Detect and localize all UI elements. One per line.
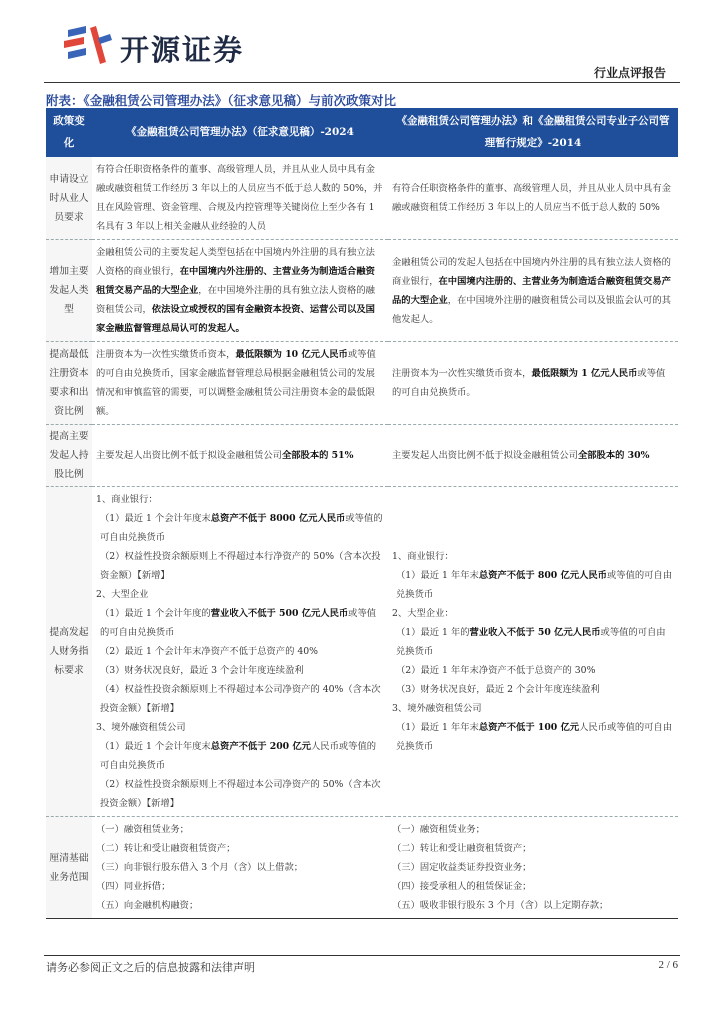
cell-2024	[92, 487, 388, 817]
cell-text: 或等值的可自由兑换货币	[100, 513, 383, 543]
brand-logo	[62, 24, 282, 66]
cell-text: 或等值的可自由兑换货币	[100, 608, 377, 638]
cell-text: ，在中国境外注册的融资租赁公司以及银监会认可的其他发起人。	[392, 294, 671, 325]
table-row	[46, 487, 678, 817]
list-item: （五）向金融机构融资；	[96, 900, 199, 911]
cell-bold-text: 总资产不低于 800 亿元人民币	[478, 570, 607, 581]
row-category: 申请设立时从业人员要求	[46, 157, 92, 240]
footer-divider	[44, 955, 680, 956]
cell-2024	[92, 817, 388, 919]
list-item	[96, 509, 384, 547]
list-item	[96, 737, 384, 775]
cell-text: 人民币或等值的可自由兑换货币	[100, 741, 377, 771]
cell-bold-text: 全部股本的 30%	[577, 450, 650, 461]
cell-bold-text: 在中国境内注册的、主营业务为制造适合融资租赁交易产品的大型企业	[392, 275, 671, 306]
row-category: 厘清基础业务范围	[46, 817, 92, 919]
header-policy-change: 政策变化	[46, 108, 92, 157]
footer-disclaimer: 请务必参阅正文之后的信息披露和法律声明	[46, 961, 255, 974]
cell-text: 主要发起人出资比例不低于拟设金融租赁公司	[96, 450, 282, 461]
cell-text: 或等值的可自由兑换货币，国家金融监督管理总局根据金融租赁公司的发展情况和审慎监管的需要，可以调整金融租赁公司注册资本金的最低限额。	[96, 349, 376, 417]
header-2024-draft: 《金融租赁公司管理办法》（征求意见稿）-2024	[92, 108, 388, 157]
brand-name: 开源证券	[120, 33, 245, 67]
cell-2014	[388, 817, 678, 919]
cell-text: 金融租赁公司的主要发起人类型包括在中国境内外注册的具有独立法人资格的商业银行，	[96, 247, 375, 277]
cell-text: 金融租赁公司的发起人包括在中国境内外注册的具有独立法人资格的商业银行，	[392, 256, 671, 287]
cell-text: （1）最近 1 年年末	[396, 722, 479, 733]
cell-bold-text: 总资产不低于 8000 亿元人民币	[210, 513, 346, 524]
table-row	[46, 342, 678, 425]
cell-bold-text: 总资产不低于 200 亿元	[210, 741, 311, 752]
header-divider	[44, 82, 680, 83]
list-item: （二）转让和受让融资租赁资产；	[96, 843, 236, 854]
cell-text: （1）最近 1 年年末	[396, 570, 479, 581]
list-item: 2、大型企业	[96, 589, 149, 600]
list-item: （4）权益性投资余额原则上不得超过本公司净资产的 40%（含本次投资金额）【新增】	[100, 684, 381, 714]
annex-title: 附表：《金融租赁公司管理办法》（征求意见稿）与前次政策对比	[46, 93, 397, 108]
list-item	[392, 623, 674, 661]
cell-text: 或等值的可自由兑换货币	[396, 570, 673, 600]
list-item	[392, 566, 674, 604]
cell-text: 注册资本为一次性实缴货币资本，	[392, 368, 532, 379]
table-header-row	[46, 108, 678, 157]
cell-bold-text: 最低限额为 10 亿元人民币	[235, 349, 348, 360]
list-item: 1、商业银行：	[392, 551, 454, 562]
cell-text: 或等值的可自由兑换货币	[396, 627, 666, 657]
brand-logo-mark-icon	[62, 24, 114, 66]
cell-bold-text: 总资产不低于 100 亿元	[478, 722, 580, 733]
cell-2014	[388, 487, 678, 817]
list-item: （四）同业拆借；	[96, 881, 171, 892]
cell-2024	[92, 342, 388, 425]
list-item	[392, 718, 674, 756]
list-item: （2）最近 1 年年末净资产不低于总资产的 30%	[396, 665, 596, 676]
cell-2024	[92, 240, 388, 342]
cell-bold-text: 最低限额为 1 亿元人民币	[531, 368, 638, 379]
cell-text: 主要发起人出资比例不低于拟设金融租赁公司	[392, 450, 578, 461]
cell-bold-text: 营业收入不低于 500 亿元人民币	[210, 608, 349, 619]
row-category: 提高主要发起人持股比例	[46, 425, 92, 487]
list-item: 2、大型企业：	[392, 608, 454, 619]
list-item: 3、境外融资租赁公司	[392, 703, 482, 714]
page-number: 2 / 6	[658, 959, 678, 971]
cell-2014	[388, 342, 678, 425]
table-row	[46, 817, 678, 919]
cell-bold-text: 营业收入不低于 50 亿元人民币	[469, 627, 601, 638]
policy-comparison-table	[46, 108, 678, 919]
cell-2014	[388, 425, 678, 487]
list-item: （一）融资租赁业务；	[96, 824, 189, 835]
cell-text: 人民币或等值的可自由兑换货币	[396, 722, 673, 752]
row-category: 增加主要发起人类型	[46, 240, 92, 342]
row-category: 提高发起人财务指标要求	[46, 487, 92, 817]
row-category: 提高最低注册资本要求和出资比例	[46, 342, 92, 425]
table-row	[46, 425, 678, 487]
list-item: （三）向非银行股东借入 3 个月（含）以上借款；	[96, 862, 304, 873]
list-item: （2）最近 1 个会计年末净资产不低于总资产的 40%	[100, 646, 319, 657]
cell-2024: 有符合任职资格条件的董事、高级管理人员，并且从业人员中具有金融或融资租赁工作经历 3 年以上的人员应当不低于总人数的 50%，并且在风险管理、资金管理、合规及内控管理等关键岗位上至少各有 1 名具有 3 年以上相关金融从业经验的人员	[92, 157, 388, 240]
list-item: （五）吸收非银行股东 3 个月（含）以上定期存款；	[392, 900, 609, 911]
cell-bold-text: 依法设立或授权的国有金融资本投资、运营公司以及国家金融监督管理总局认可的发起人。	[96, 304, 375, 334]
list-item: （四）接受承租人的租赁保证金；	[392, 881, 532, 892]
cell-2024	[92, 425, 388, 487]
table-row	[46, 240, 678, 342]
cell-text: 注册资本为一次性实缴货币资本，	[96, 349, 236, 360]
report-type: 行业点评报告	[593, 66, 666, 80]
cell-text: （1）最近 1 个会计年度末	[100, 513, 211, 524]
cell-2014: 有符合任职资格条件的董事、高级管理人员，并且从业人员中具有金融或融资租赁工作经历 3 年以上的人员应当不低于总人数的 50%	[388, 157, 678, 240]
cell-2014	[388, 240, 678, 342]
list-item: （3）财务状况良好，最近 3 个会计年度连续盈利	[100, 665, 304, 676]
cell-text: ，在中国境外注册的具有独立法人资格的融资租赁公司，	[96, 285, 375, 315]
cell-text: （1）最近 1 个会计年度的	[100, 608, 211, 619]
header-2014-rules: 《金融租赁公司管理办法》和《金融租赁公司专业子公司管理暂行规定》-2014	[388, 108, 678, 157]
list-item: （三）固定收益类证券投资业务；	[392, 862, 532, 873]
list-item: （一）融资租赁业务；	[392, 824, 485, 835]
table-row	[46, 157, 678, 240]
list-item: （二）转让和受让融资租赁资产；	[392, 843, 532, 854]
cell-text: （1）最近 1 年的	[396, 627, 470, 638]
cell-text: （1）最近 1 个会计年度末	[100, 741, 211, 752]
cell-bold-text: 全部股本的 51%	[281, 450, 354, 461]
list-item: 3、境外融资租赁公司	[96, 722, 186, 733]
list-item: 1、商业银行：	[96, 494, 158, 505]
list-item	[96, 604, 384, 642]
cell-bold-text: 在中国境内外注册的、主营业务为制造适合融资租赁交易产品的大型企业	[96, 266, 375, 296]
list-item: （3）财务状况良好，最近 2 个会计年度连续盈利	[396, 684, 600, 695]
list-item: （2）权益性投资余额原则上不得超过本行净资产的 50%（含本次投资金额）【新增】	[100, 551, 381, 581]
cell-text: 或等值的可自由兑换货币。	[392, 368, 666, 398]
list-item: （2）权益性投资余额原则上不得超过本公司净资产的 50%（含本次投资金额）【新增】	[100, 779, 381, 809]
